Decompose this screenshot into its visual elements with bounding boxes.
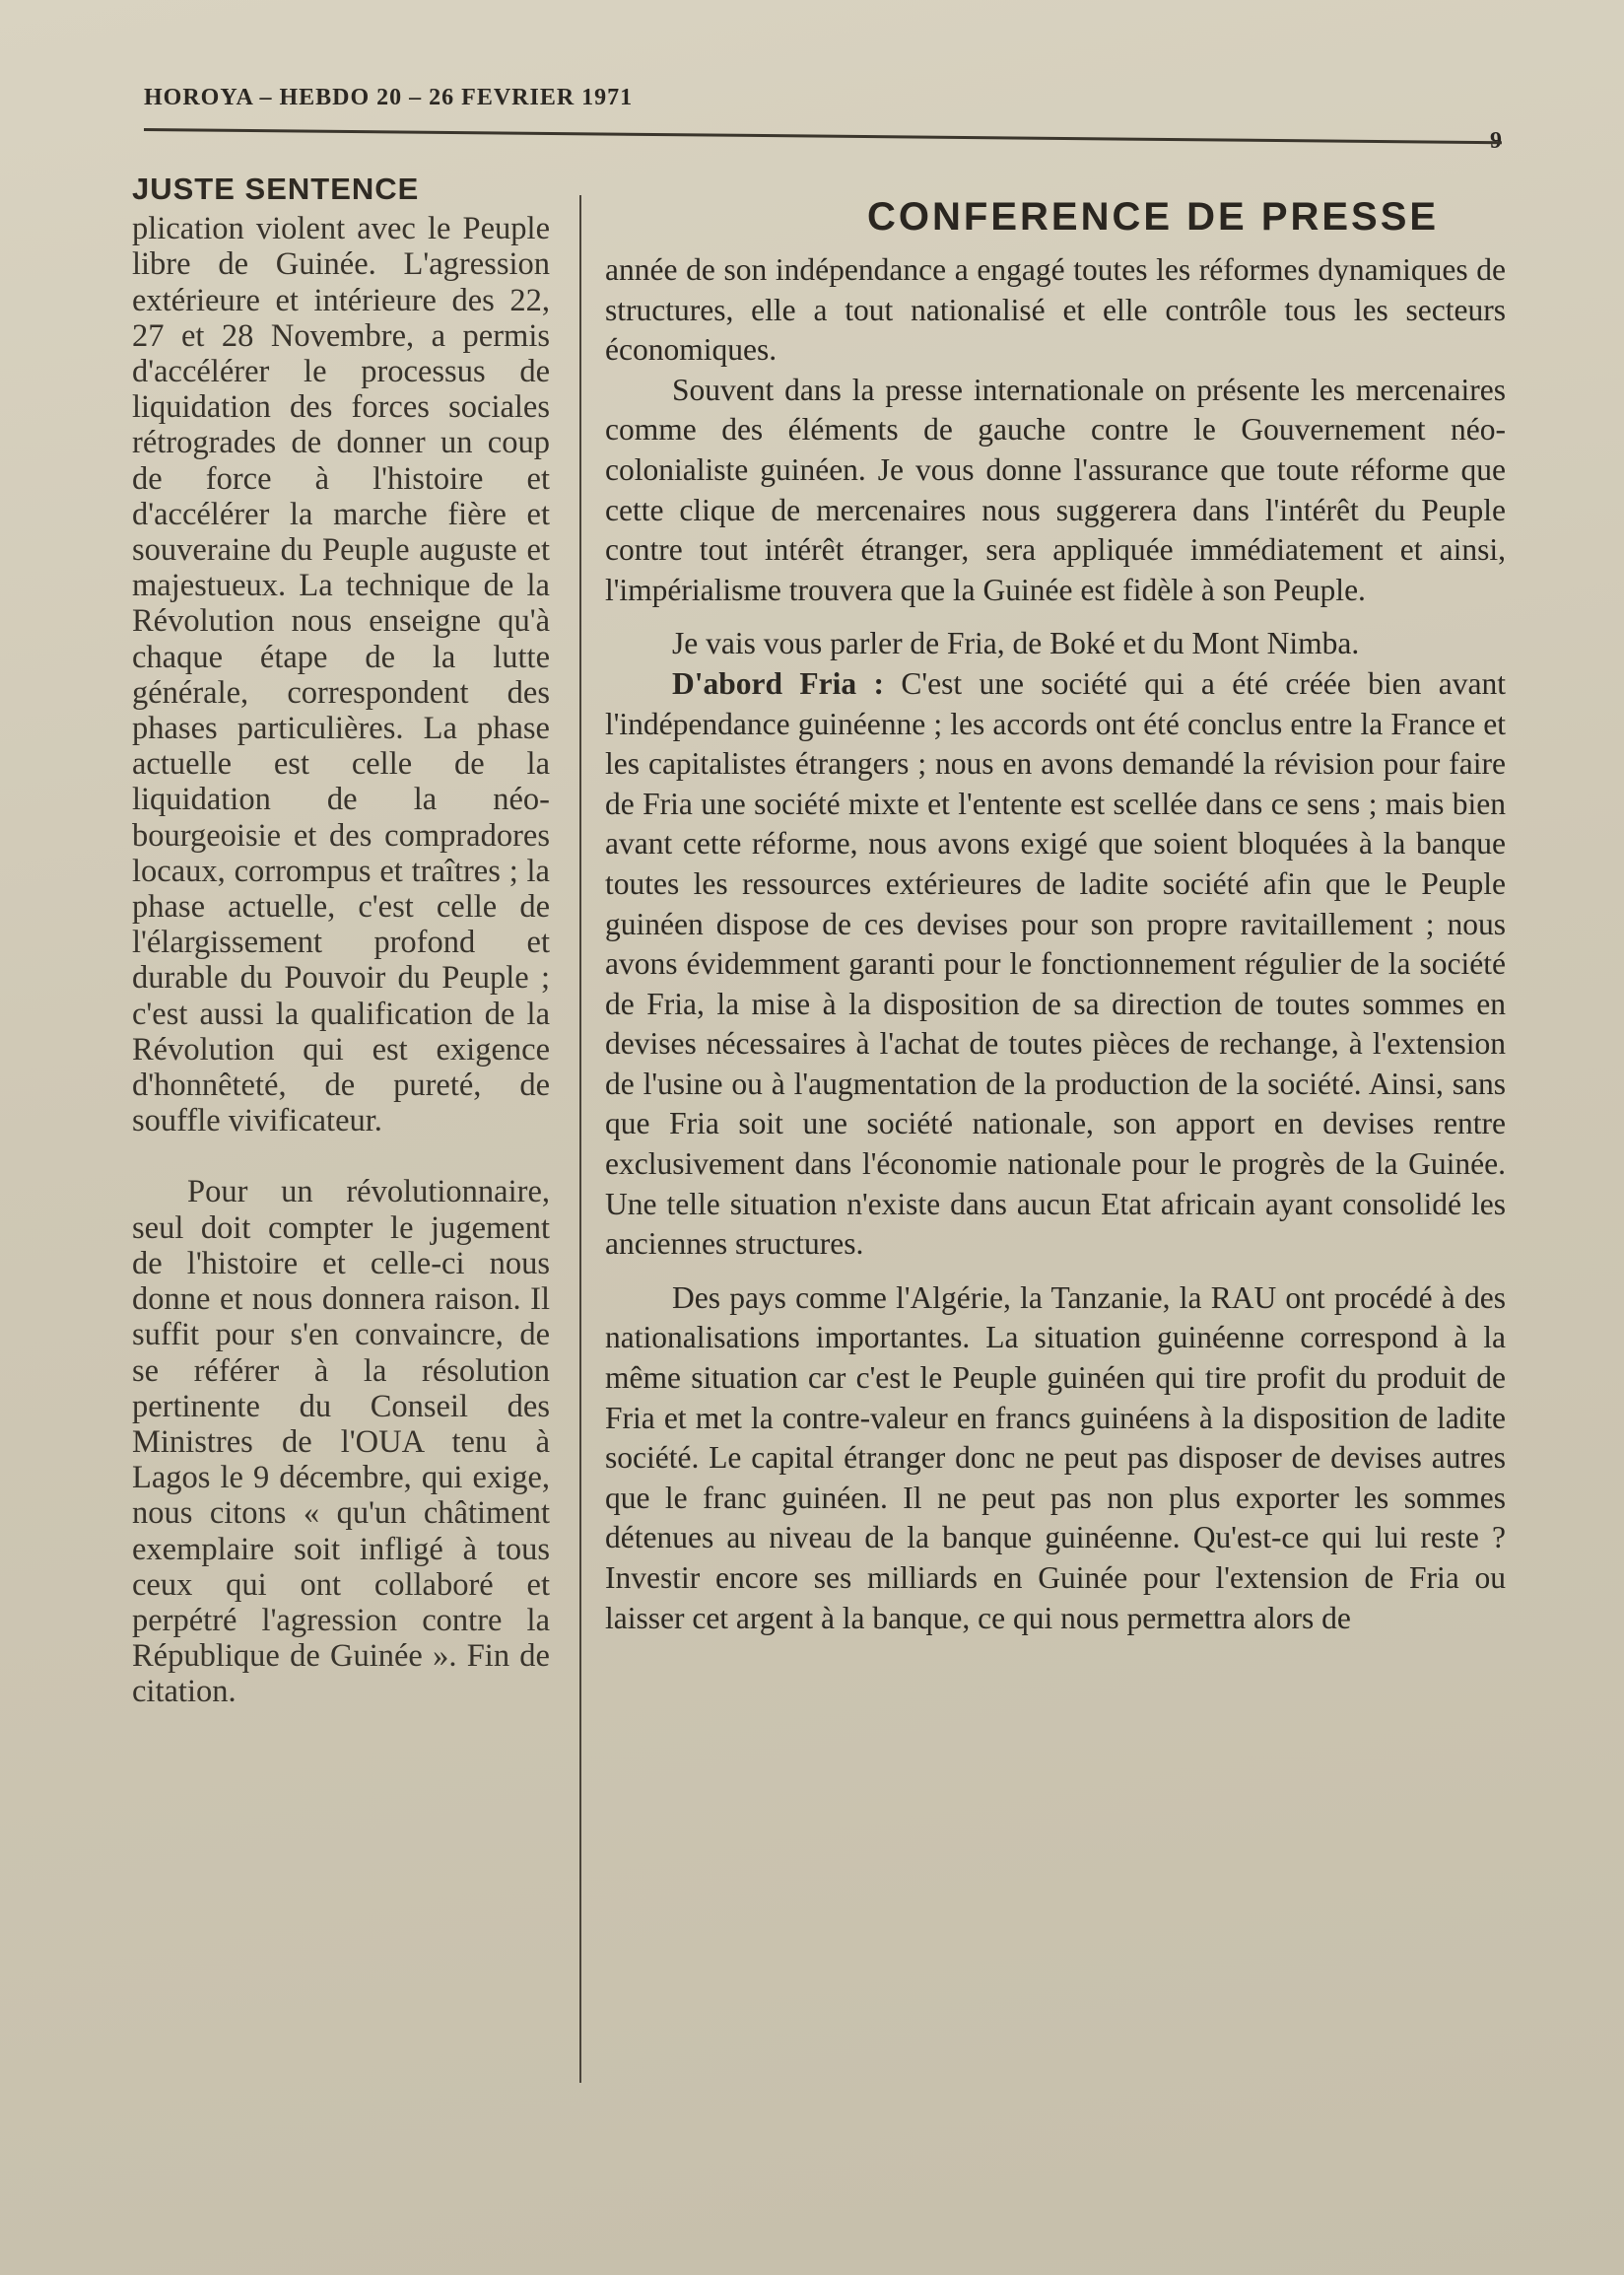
left-paragraph: Pour un révolutionnaire, seul doit compter le jugement de l'histoire et celle-ci nous donne et nous donnera raison. Il suffit pour s'en convaincre, de se référer à la résolution pertinente du Conseil des Ministres de l'OUA tenu à Lagos le 9 décembre, qui exige, nous citons « qu'un châtiment exemplaire soit infligé à tous ceux qui ont collaboré et perpétré l'agression contre la République de Guinée ». Fin de citation. [132,1174,550,1710]
right-column [605,250,1506,1638]
article-paragraph: Des pays comme l'Algérie, la Tanzanie, la RAU ont procédé à des nationalisations importantes. La situation guinéenne correspond à la même situation car c'est le Peuple guinéen qui tire profit du produit de Fria et met la contre-valeur en francs guinéens à la disposition de ladite société. Le capital étranger donc ne peut pas disposer de devises autres que le franc guinéen. Il ne peut pas non plus exporter les sommes détenues au niveau de la banque guinéenne. Qu'est-ce qui lui reste ? Investir encore ses milliards en Guinée pour l'extension de Fria ou laisser cet argent à la banque, ce qui nous permettra alors de [605,1279,1506,1635]
left-column [132,172,550,1710]
article-paragraph: Je vais vous parler de Fria, de Boké et du Mont Nimba. [672,626,1360,661]
article-paragraph: année de son indépendance a engagé toutes les réformes dynamiques de structures, elle a tout nationalisé et elle contrôle tous les secteurs économiques. [605,252,1506,368]
article-title: CONFERENCE DE PRESSE [867,195,1440,239]
header-rule [144,128,1502,144]
left-column-title: JUSTE SENTENCE [132,172,420,206]
article-paragraph: Souvent dans la presse internationale on présente les mercenaires comme des éléments de gauche contre le Gouvernement néo-colonialiste guinéen. Je vous donne l'assurance que toute réforme que cette clique de mercenaires nous suggerera dans l'intérêt du Peuple contre tout intérêt étranger, sera appliquée immédiatement et ainsi, l'impérialisme trouvera que la Guinée est fidèle à son Peuple. [605,372,1506,607]
paragraph-lead: D'abord Fria : [672,665,885,701]
paragraph-body: C'est une société qui a été créée bien avant l'indépendance guinéenne ; les accords ont été conclus entre la France et les capitalistes étrangers ; nous en avons demandé la révision pour faire de Fria une société mixte et l'entente est scellée dans ce sens ; mais bien avant cette réforme, nous avons exigé que soient bloquées à la banque toutes les ressources extérieures de ladite société afin que le Peuple guinéen dispose de ces devises pour son propre ravitaillement ; nous avons évidemment garanti pour le fonctionnement régulier de la société de Fria, la mise à la disposition de sa direction de toutes sommes en devises nécessaires à l'achat de toutes pièces de rechange, à l'extension de l'usine ou à l'augmentation de la production de la société. Ainsi, sans que Fria soit une société nationale, son apport en devises rentre exclusivement dans l'économie nationale pour le progrès de la Guinée. Une telle situation n'existe dans aucun Etat africain ayant consolidé les anciennes structures. [605,665,1506,1262]
article-paragraph-fria [605,664,1506,1265]
left-paragraph: plication violent avec le Peuple libre de Guinée. L'agression extérieure et intérieure des 22, 27 et 28 Novembre, a permis d'accélérer le processus de liquidation des forces sociales rétrogrades de donner un coup de force à l'histoire et d'accélérer la marche fière et souveraine du Peuple auguste et majestueux. La technique de la Révolution nous enseigne qu'à chaque étape de la lutte générale, correspondent des phases particulières. La phase actuelle est celle de la liquidation de la néo-bourgeoisie et des compradores locaux, corrompus et traîtres ; la phase actuelle, c'est celle de l'élargissement profond et durable du Pouvoir du Peuple ; c'est aussi la qualification de la Révolution qui est exigence d'honnêteté, de pureté, de souffle vivificateur. [132,211,550,1139]
column-divider [579,195,581,2083]
page-header: HOROYA – HEBDO 20 – 26 FEVRIER 1971 [144,85,634,110]
